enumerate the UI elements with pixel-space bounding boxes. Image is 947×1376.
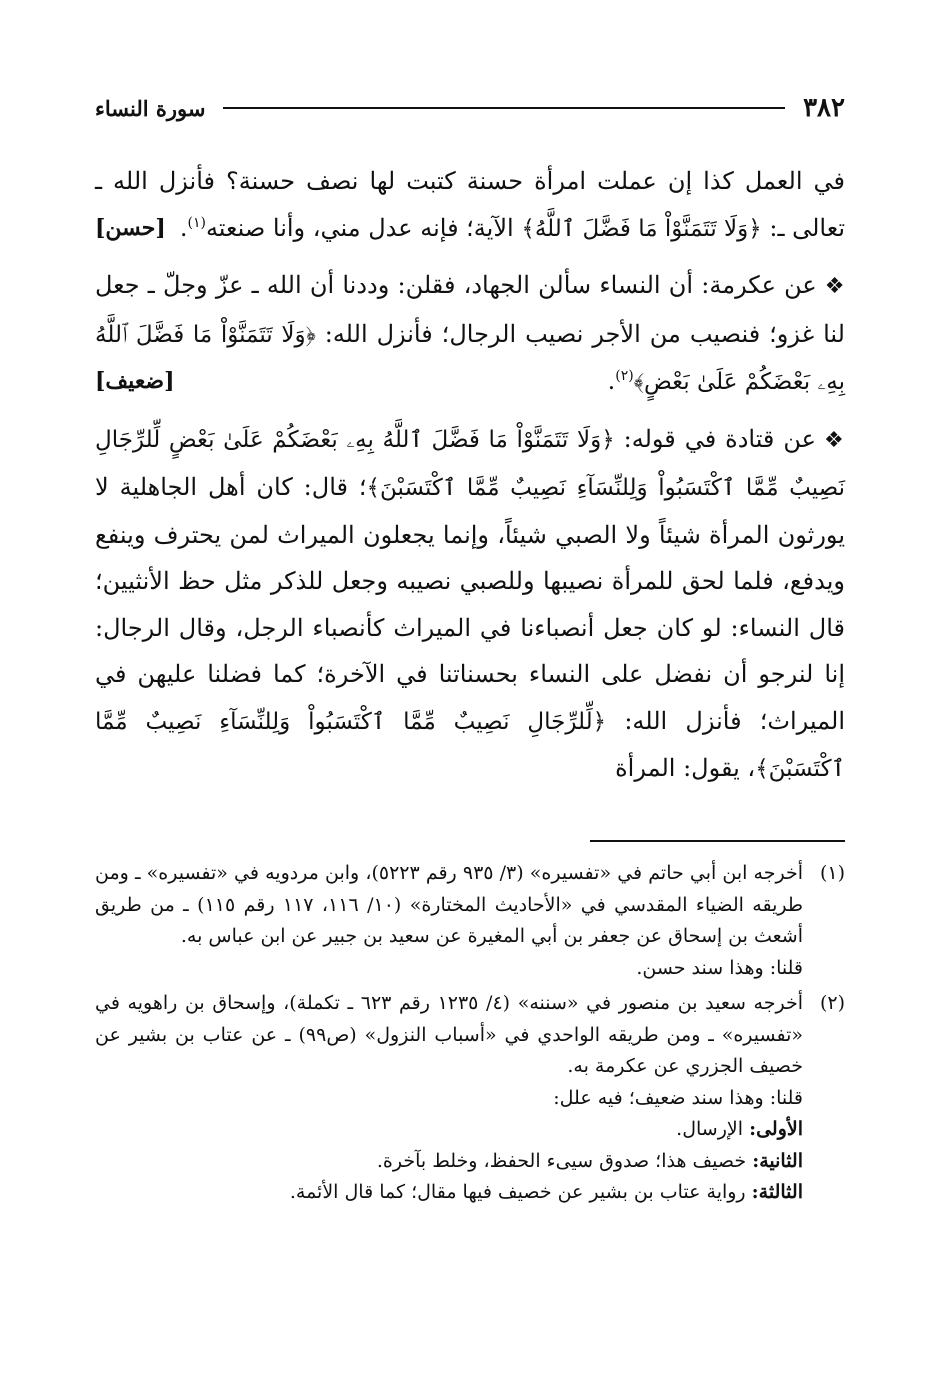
footnote-1 (95, 858, 845, 984)
surah-title: سورة النساء (95, 95, 206, 121)
footnote-separator (590, 840, 845, 842)
main-text (95, 158, 845, 793)
ilal-label: الأولى: (749, 1118, 803, 1140)
page-header (95, 88, 845, 128)
quran-verse: ﴿وَلَا تَتَمَنَّوْاْ مَا فَضَّلَ ٱللَّهُ﴾ (521, 215, 762, 242)
ilal-item (95, 1177, 803, 1209)
paragraph-text: في العمل كذا إن عملت امرأة حسنة كتبت لها نصف حسنة؟ فأنزل الله ـ تعالى ـ: (95, 167, 845, 242)
paragraph-text: ؛ قال: كان أهل الجاهلية لا يورثون المرأة شيئاً ولا الصبي شيئاً، وإنما يجعلون الميراث لمن يحترف وينفع ويدفع، فلما لحق للمرأة نصيبها وللصبي نصيبه وجعل للذكر مثل حظ الأنثيين؛ قال النساء: لو كان جعل أنصباءنا في الميراث كأنصباء الرجل، وقال الرجال: إنا لنرجو أن نفضل على النساء بحسناتنا في الآخرة؛ كما فضلنا عليهن في الميراث؛ فأنزل الله: (95, 473, 845, 735)
footnote-ref[interactable]: (١) (187, 214, 206, 231)
ilal-label: الثانية: (752, 1149, 803, 1172)
quran-verse: ﴿لِّلرِّجَالِ نَصِيبٌ مِّمَّا ٱكْتَسَبُواْ وَلِلنِّسَآءِ نَصِيبٌ مِّمَّا ٱكْتَسَبْنَ﴾ (95, 708, 845, 782)
ilal-item (95, 1114, 803, 1146)
footnote-note: قلنا: وهذا سند ضعيف؛ فيه علل: (553, 1086, 803, 1109)
paragraph-text: الآية؛ فإنه عدل مني، وأنا صنعته (205, 213, 522, 242)
diamond-bullet-icon: ❖ (823, 427, 845, 453)
ilal-item (95, 1146, 803, 1178)
quran-verse: ﴿وَلَا تَتَمَنَّوْاْ مَا فَضَّلَ ٱللَّهُ بِهِۦ بَعْضَكُمْ عَلَىٰ بَعْضٍ﴾ (95, 321, 845, 395)
ilal-text: خصيف هذا؛ صدوق سيىء الحفظ، وخلط بآخرة. (376, 1149, 747, 1172)
paragraph-3 (95, 416, 845, 793)
paragraph-2 (95, 262, 845, 406)
paragraph-text: ، يقول: المرأة (615, 754, 756, 782)
quran-verse: ﴿وَلَا تَتَمَنَّوْاْ مَا فَضَّلَ ٱللَّهُ بِهِۦ بَعْضَكُمْ عَلَىٰ بَعْضٍ لِّلرِّجَالِ نَصِيبٌ مِّمَّا ٱكْتَسَبُواْ وَلِلنِّسَآءِ نَصِيبٌ مِّمَّا ٱكْتَسَبْنَ﴾ (95, 426, 845, 501)
header-rule (223, 107, 785, 109)
footnotes (95, 858, 845, 1213)
footnote-text: أخرجه سعيد بن منصور في «سننه» (٤/ ١٢٣٥ رقم ٦٢٣ ـ تكملة)، وإسحاق بن راهويه في «تفسيره» ـ ومن طريقه الواحدي في «أسباب النزول» (ص٩٩) ـ عن عتاب بن بشير عن خصيف الجزري عن عكرمة به. (95, 992, 803, 1077)
footnote-number: (١) (819, 862, 845, 884)
grade-label: [ضعيف] (95, 368, 175, 394)
punctuation: . (607, 367, 616, 395)
punctuation: . (179, 213, 188, 242)
paragraph-text: عن قتادة في قوله: (614, 424, 816, 453)
grade-label: [حسن] (95, 214, 166, 241)
page-number: ٣٨٢ (803, 93, 845, 123)
footnote-number: (٢) (819, 992, 845, 1014)
ilal-text: الإرسال. (676, 1118, 744, 1140)
diamond-bullet-icon: ❖ (824, 274, 845, 299)
footnote-ref[interactable]: (٢) (615, 368, 634, 384)
paragraph-1 (95, 158, 845, 252)
footnote-2 (95, 988, 845, 1209)
ilal-text: رواية عتاب بن بشير عن خصيف فيها مقال؛ كما قال الأئمة. (289, 1181, 746, 1203)
ilal-label: الثالثة: (751, 1181, 803, 1203)
paragraph-text: عن عكرمة: أن النساء سألن الجهاد، فقلن: وددنا أن الله ـ عزّ وجلّ ـ جعل لنا غزو؛ فنصيب من الأجر نصيب الرجال؛ فأنزل الله: (95, 271, 845, 348)
footnote-note: قلنا: وهذا سند حسن. (636, 956, 803, 979)
footnote-text: أخرجه ابن أبي حاتم في «تفسيره» (٣/ ٩٣٥ رقم ٥٢٢٣)، وابن مردويه في «تفسيره» ـ ومن طريقه الضياء المقدسي في «الأحاديث المختارة» (١٠/ ١١٦، ١١٧ رقم ١١٥) ـ من طريق أشعث بن إسحاق عن جعفر بن أبي المغيرة عن سعيد بن جبير عن ابن عباس به. (95, 862, 803, 947)
